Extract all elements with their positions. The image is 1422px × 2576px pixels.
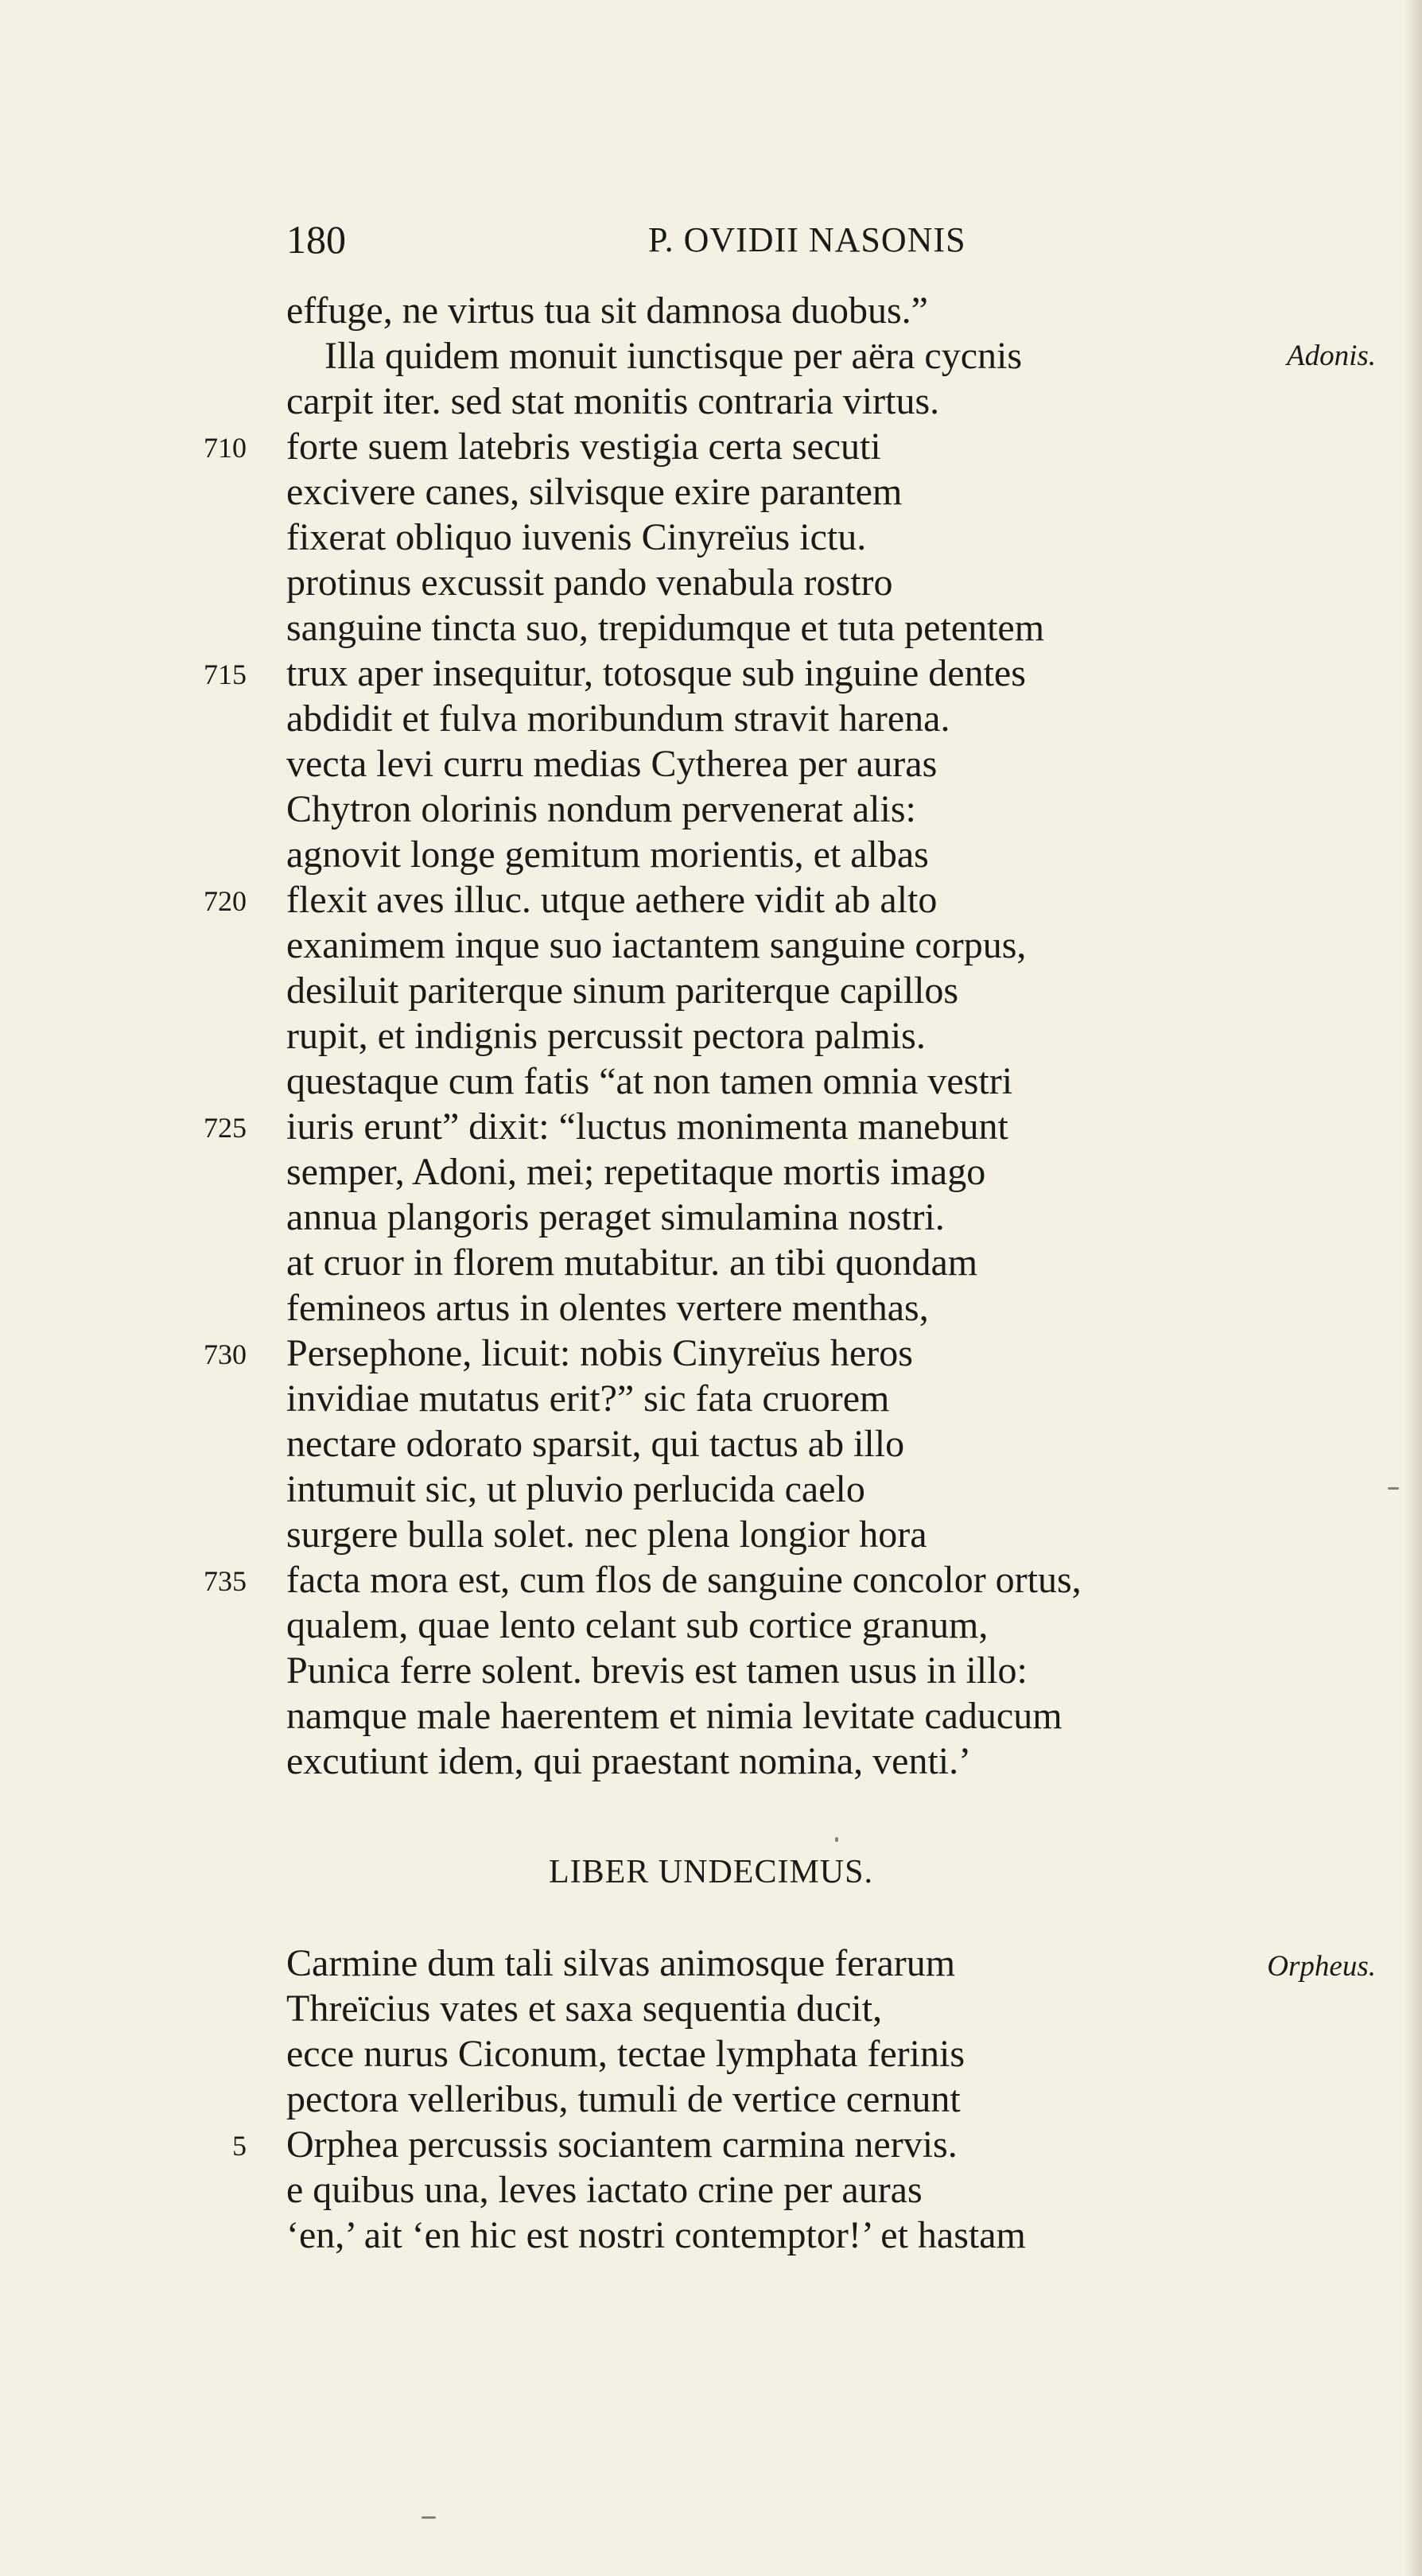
verse-text: carpit iter. sed stat monitis contraria virtus.: [286, 380, 940, 422]
verse-text: forte suem latebris vestigia certa secuti: [286, 425, 881, 468]
verse-text: Persephone, licuit: nobis Cinyreïus heros: [286, 1332, 913, 1374]
verse-line: [0, 1331, 1422, 1376]
verse-text: protinus excussit pando venabula rostro: [286, 561, 893, 604]
verse-line: [0, 1240, 1422, 1285]
verse-line: [0, 1421, 1422, 1467]
verse-text: sanguine tincta suo, trepidumque et tuta petentem: [286, 607, 1045, 649]
line-number: 720: [204, 885, 247, 917]
verse-text: questaque cum fatis “at non tamen omnia vestri: [286, 1060, 1013, 1102]
ink-mark: [422, 2516, 436, 2519]
line-number: 730: [204, 1339, 247, 1370]
verse-line: [0, 288, 1422, 333]
verse-block-book-ten: [0, 288, 1422, 1784]
marginal-note: Orpheus.: [1267, 1950, 1376, 1983]
verse-text: fixerat obliquo iuvenis Cinyreïus ictu.: [286, 516, 867, 558]
verse-block-book-eleven: [0, 1941, 1422, 2258]
verse-line: [0, 968, 1422, 1013]
verse-text: e quibus una, leves iactato crine per auras: [286, 2169, 923, 2211]
verse-text: namque male haerentem et nimia levitate caducum: [286, 1695, 1063, 1737]
verse-line: [0, 1739, 1422, 1784]
book-heading: LIBER UNDECIMUS.: [548, 1854, 873, 1890]
verse-line: [0, 1693, 1422, 1739]
verse-line: [0, 1149, 1422, 1195]
verse-text: agnovit longe gemitum morientis, et albas: [286, 833, 929, 876]
verse-text: nectare odorato sparsit, qui tactus ab illo: [286, 1423, 905, 1465]
line-number: 715: [204, 659, 247, 690]
page-number: 180: [286, 217, 346, 262]
verse-line: [0, 1195, 1422, 1240]
verse-line: [0, 379, 1422, 424]
verse-line: [0, 2077, 1422, 2122]
verse-line: [0, 923, 1422, 968]
verse-text: abdidit et fulva moribundum stravit harena.: [286, 697, 950, 740]
verse-text: Illa quidem monuit iunctisque per aëra cycnis: [324, 335, 1023, 377]
running-title: P. OVIDII NASONIS: [648, 220, 966, 259]
verse-text: ecce nurus Ciconum, tectae lymphata ferinis: [286, 2033, 965, 2075]
verse-line: [0, 651, 1422, 696]
verse-text: desiluit pariterque sinum pariterque capillos: [286, 969, 959, 1012]
verse-text: exanimem inque suo iactantem sanguine corpus,: [286, 924, 1027, 966]
verse-line: [0, 787, 1422, 832]
verse-text: semper, Adoni, mei; repetitaque mortis imago: [286, 1151, 986, 1193]
ink-mark: [1388, 1487, 1399, 1490]
verse-text: qualem, quae lento celant sub cortice granum,: [286, 1604, 989, 1646]
verse-text: annua plangoris peraget simulamina nostri.: [286, 1196, 945, 1238]
verse-line: [0, 1941, 1422, 1986]
verse-text: at cruor in florem mutabitur. an tibi quondam: [286, 1241, 978, 1284]
verse-line: [0, 2167, 1422, 2213]
verse-line: [0, 696, 1422, 741]
verse-line: [0, 1557, 1422, 1603]
line-number: 735: [204, 1565, 247, 1597]
verse-text: pectora velleribus, tumuli de vertice cernunt: [286, 2078, 961, 2120]
verse-line: [0, 832, 1422, 877]
verse-line: [0, 1013, 1422, 1059]
marginal-note: Adonis.: [1286, 340, 1376, 372]
verse-text: intumuit sic, ut pluvio perlucida caelo: [286, 1468, 865, 1510]
verse-text: Threïcius vates et saxa sequentia ducit,: [286, 1987, 883, 2030]
verse-line: [0, 515, 1422, 560]
verse-line: [0, 560, 1422, 605]
line-number: 710: [204, 432, 247, 464]
verse-text: femineos artus in olentes vertere menthas,: [286, 1287, 929, 1329]
verse-text: ‘en,’ ait ‘en hic est nostri contemptor!’ et hastam: [286, 2214, 1026, 2256]
verse-line: [0, 2213, 1422, 2258]
verse-line: [0, 1986, 1422, 2031]
verse-text: Carmine dum tali silvas animosque ferarum: [286, 1942, 956, 1984]
verse-line: [0, 741, 1422, 787]
line-number: 5: [232, 2130, 247, 2162]
verse-text: flexit aves illuc. utque aethere vidit ab alto: [286, 879, 938, 921]
verse-text: iuris erunt” dixit: “luctus monimenta manebunt: [286, 1105, 1008, 1148]
ink-mark: [835, 1837, 838, 1842]
verse-line: [0, 1648, 1422, 1693]
verse-line: [0, 333, 1422, 379]
verse-line: [0, 1376, 1422, 1421]
verse-line: [0, 469, 1422, 515]
verse-line: [0, 2122, 1422, 2167]
verse-line: [0, 1512, 1422, 1557]
verse-text: excutiunt idem, qui praestant nomina, venti.’: [286, 1740, 972, 1782]
verse-text: trux aper insequitur, totosque sub inguine dentes: [286, 652, 1026, 694]
verse-text: Orphea percussis sociantem carmina nervis.: [286, 2123, 958, 2166]
verse-line: [0, 424, 1422, 469]
verse-text: Chytron olorinis nondum pervenerat alis:: [286, 788, 916, 830]
verse-text: excivere canes, silvisque exire parantem: [286, 471, 903, 513]
verse-text: surgere bulla solet. nec plena longior hora: [286, 1513, 927, 1556]
verse-line: [0, 1467, 1422, 1512]
verse-text: vecta levi curru medias Cytherea per auras: [286, 743, 938, 785]
verse-line: [0, 2031, 1422, 2077]
verse-line: [0, 605, 1422, 651]
verse-text: rupit, et indignis percussit pectora palmis.: [286, 1015, 926, 1057]
verse-text: effuge, ne virtus tua sit damnosa duobus.”: [286, 289, 928, 332]
verse-text: facta mora est, cum flos de sanguine concolor ortus,: [286, 1559, 1082, 1601]
verse-text: Punica ferre solent. brevis est tamen usus in illo:: [286, 1649, 1028, 1692]
verse-line: [0, 877, 1422, 923]
verse-line: [0, 1059, 1422, 1104]
page-edge-shadow: [1405, 0, 1422, 2576]
running-head: [286, 216, 1082, 272]
verse-line: [0, 1603, 1422, 1648]
line-number: 725: [204, 1112, 247, 1144]
verse-text: invidiae mutatus erit?” sic fata cruorem: [286, 1377, 890, 1420]
verse-line: [0, 1285, 1422, 1331]
verse-line: [0, 1104, 1422, 1149]
